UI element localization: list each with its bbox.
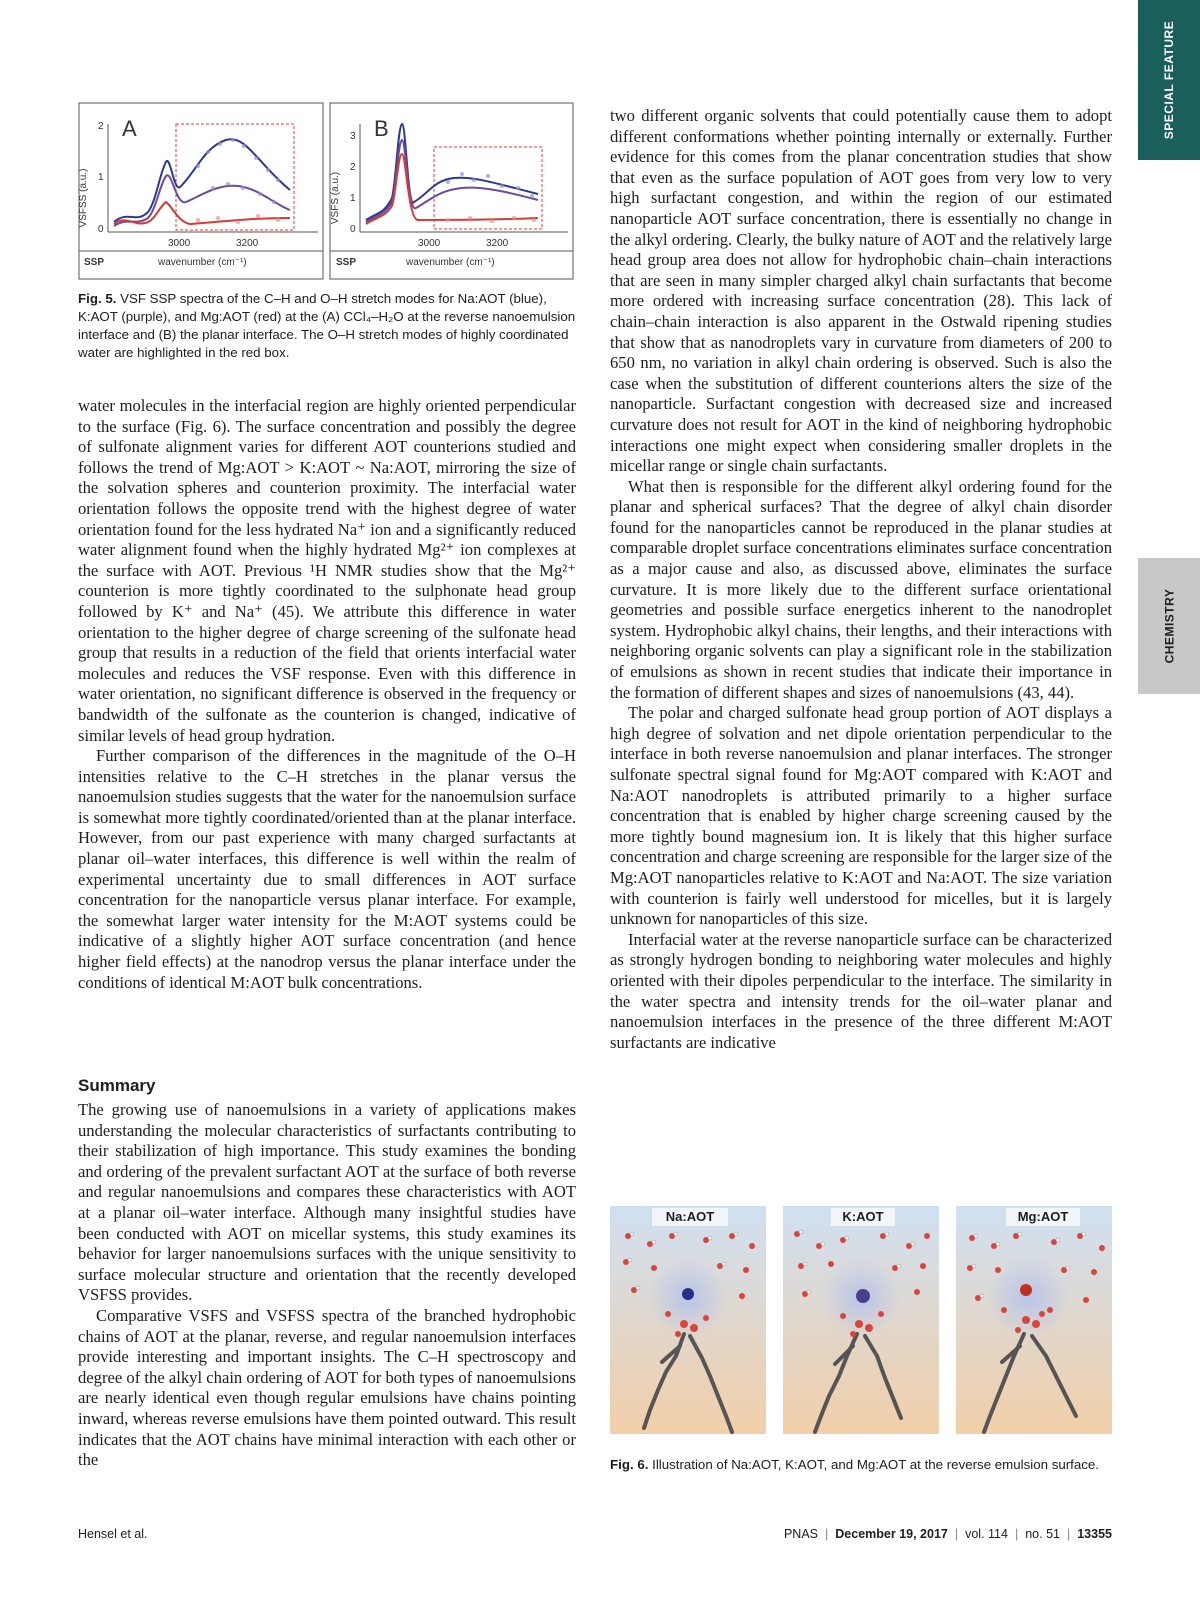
- left-column: [78, 396, 576, 993]
- na-aot-label: Na:AOT: [665, 1209, 715, 1224]
- footer-date: December 19, 2017: [835, 1527, 948, 1541]
- panel-a-ylabel: VSFSS (a.u.): [78, 168, 89, 228]
- footer-issue: no. 51: [1025, 1527, 1060, 1541]
- chemistry-tab: [1138, 558, 1200, 694]
- figure-6-caption: [610, 1456, 1112, 1474]
- footer-volume: vol. 114: [965, 1527, 1008, 1541]
- panel-a-xlabel: wavenumber (cm⁻¹): [158, 257, 247, 268]
- figure-5: [78, 102, 574, 280]
- panel-b-xlabel: wavenumber (cm⁻¹): [406, 257, 495, 268]
- panel-b-ytick-0: 0: [350, 224, 356, 235]
- mg-aot-label: Mg:AOT: [1017, 1209, 1069, 1224]
- panel-b-ytick-3: 3: [350, 131, 356, 142]
- right-paragraph-1: two different organic solvents that could potentially cause them to adopt different conformations whether pointing internally or externally. Further evidence for this comes from the planar concentration studies that show that even as the surface population of AOT goes from very low to very high surfactant congestion, and within the region of our estimated nanoparticle AOT surface concentration, there is essentially no change in the alkyl ordering. Clearly, the bulky nature of AOT and the relatively large head group area does not allow for hydrophobic chain–chain interactions that are seen in many simpler charged alkyl chain surfactants that become more ordered with increasing surface concentration (28). This lack of chain–chain interaction is also apparent in the Ostwald ripening studies that show that as nanodroplets vary in curvature from diameters of 200 to 650 nm, no variation in alkyl chain ordering is observed. Such is also the case when the substitution of different counterions alters the size of the nanoparticle. Surfactant congestion with decreased size and increased curvature does not result for AOT in the kind of neighboring hydrophobic interactions one might expect when considering smaller droplets in the micellar range or single chain surfactants.: [610, 106, 1112, 476]
- panel-a-letter: A: [122, 116, 137, 141]
- figure-6-caption-label: Fig. 6.: [610, 1457, 649, 1472]
- figure-6-caption-text: Illustration of Na:AOT, K:AOT, and Mg:AOT at the reverse emulsion surface.: [652, 1457, 1099, 1472]
- right-paragraph-4: Interfacial water at the reverse nanoparticle surface can be characterized as strongly hydrogen bonding to neighboring water molecules and highly oriented with their dipoles perpendicular to the interface. The similarity in the water spectra and intensity trends for the oil–water planar and nanoemulsion interfaces in the presence of the three different M:AOT surfactants are indicative: [610, 929, 1112, 1052]
- left-column-summary: [78, 1100, 576, 1471]
- chemistry-label: CHEMISTRY: [1162, 588, 1177, 664]
- figure-5-caption-label: Fig. 5.: [78, 291, 117, 306]
- panel-b-ytick-1: 1: [350, 193, 356, 204]
- special-feature-tab: [1138, 0, 1200, 160]
- left-paragraph-2: Further comparison of the differences in the magnitude of the O–H intensities relative to the C–H stretches in the planar versus the nanoemulsion studies suggests that the water for the nanoemulsion surface is somewhat more tightly coordinated/oriented than at the planar interface. However, from our past experience with many charged surfactants at planar oil–water interfaces, this difference is well within the realm of experimental uncertainty due to small differences in AOT surface concentration for the nanoparticle versus planar interface. For example, the somewhat larger water intensity for the M:AOT systems could be indicative of a slightly higher AOT surface concentration (and hence higher field effects) at the nanodrop versus the planar interface under the conditions of identical M:AOT bulk concentrations.: [78, 746, 576, 992]
- figure-5-spectra: [78, 102, 574, 280]
- panel-b-letter: B: [374, 116, 389, 141]
- figure-5-caption: [78, 290, 576, 362]
- k-aot-label: K:AOT: [842, 1209, 884, 1224]
- left-paragraph-3: The growing use of nanoemulsions in a variety of applications makes understanding the molecular characteristics of surfactants contributing to their stabilization of high importance. This study examines the bonding and ordering of the prevalent surfactant AOT at the surface of both reverse and regular nanoemulsions and compares these characteristics with AOT at a planar oil–water interface. Although many insightful studies have been conducted with AOT on micellar systems, this study examines its behavior for larger nanoemulsions surfaces with the unique sensitivity to surface molecular structure and orientation that the recently developed VSFSS provides.: [78, 1100, 576, 1305]
- special-feature-label: SPECIAL FEATURE: [1162, 20, 1176, 140]
- k-ion: [856, 1289, 870, 1303]
- figure-6-panel-mg: [956, 1206, 1112, 1434]
- panel-b-xtick-3200: 3200: [486, 238, 509, 249]
- k-aot-illustration: [783, 1206, 939, 1434]
- panel-a-xtick-3200: 3200: [236, 238, 259, 249]
- panel-a-polarization: SSP: [84, 257, 105, 268]
- footer-authors: Hensel et al.: [78, 1527, 148, 1541]
- footer-citation: PNAS | December 19, 2017 | vol. 114 | no. 51 | 13355: [783, 1527, 1112, 1541]
- na-aot-illustration: [610, 1206, 766, 1434]
- summary-heading: Summary: [78, 1076, 156, 1095]
- figure-6-panel-k: [783, 1206, 939, 1434]
- panel-b-ylabel: VSFS (a.u.): [330, 171, 341, 225]
- left-paragraph-4: Comparative VSFS and VSFSS spectra of the branched hydrophobic chains of AOT at the planar, reverse, and regular nanoemulsion interfaces provide interesting and important insights. The C–H spectroscopy and degree of the alkyl chain ordering of AOT for both types of nanoemulsions are nearly identical even though regular emulsions have chains pointing inward, whereas reverse emulsions have them pointed outward. This result indicates that the AOT chains have minimal interaction with each other or the: [78, 1305, 576, 1470]
- right-column: [610, 106, 1112, 1053]
- mg-ion: [1020, 1284, 1032, 1296]
- figure-5-caption-text: VSF SSP spectra of the C–H and O–H stretch modes for Na:AOT (blue), K:AOT (purple), and Mg:AOT (red) at the (A) CCl₄–H₂O at the reverse nanoemulsion interface and (B) the planar interface. The O–H stretch modes of highly coordinated water are highlighted in the red box.: [78, 291, 576, 360]
- right-paragraph-3: The polar and charged sulfonate head group portion of AOT displays a high degree of solvation and net dipole orientation perpendicular to the interface in both reverse nanoemulsion and planar interfaces. The stronger sulfonate spectral signal found for Mg:AOT compared with K:AOT and Na:AOT nanodroplets is attributed primarily to a higher surface concentration that is enabled by higher charge screening caused by the more tightly bound magnesium ion. It is likely that this higher surface concentration and charge screening are responsible for the larger size of the Mg:AOT nanoparticles relative to K:AOT and Na:AOT. The size variation with counterion is fairly well understood for micelles, but it is largely unknown for nanoparticles of this size.: [610, 703, 1112, 929]
- footer-page: 13355: [1077, 1527, 1112, 1541]
- right-paragraph-2: What then is responsible for the different alkyl ordering found for the planar and spherical surfaces? That the degree of alkyl chain disorder found for the nanoparticles cannot be reproduced in the planar studies at comparable droplet surface concentrations eliminates surface concentration as a major cause and also, as discussed above, eliminates the surface curvature. It is more likely due to the different surface orientational geometries and possible surface energetics inherent to the nanodroplet system. Hydrophobic alkyl chains, their lengths, and their interactions with neighboring organic solvents can play a significant role in the stabilization of emulsions as shown in recent studies that indicate their importance in the formation of different shapes and sizes of nanoemulsions (43, 44).: [610, 476, 1112, 702]
- footer-journal: PNAS: [783, 1527, 819, 1541]
- panel-b-ytick-2: 2: [350, 162, 356, 173]
- panel-a-xtick-3000: 3000: [168, 238, 191, 249]
- panel-a-ytick-0: 0: [98, 224, 104, 235]
- left-paragraph-1: water molecules in the interfacial region are highly oriented perpendicular to the surface (Fig. 6). The surface concentration and possibly the degree of sulfonate alignment varies for different AOT counterions studied and follows the trend of Mg:AOT > K:AOT ~ Na:AOT, mirroring the size of the solvation spheres and counterion proximity. The interfacial water orientation follows the opposite trend with the highest degree of water orientation found for the less hydrated Na⁺ ion and a significantly reduced water alignment found when the highly hydrated Mg²⁺ ion complexes at the surface with AOT. Previous ¹H NMR studies show that the Mg²⁺ counterion is more tightly coordinated to the sulphonate head group followed by K⁺ and Na⁺ (45). We attribute this difference in water orientation to the higher degree of charge screening of the sulfonate head group that results in a reduction of the field that orients interfacial water molecules and reduces the VSF response. Even with this difference in water orientation, no significant difference is observed in the frequency or bandwidth of the sulfonate as the counterion is changed, indicative of similar levels of head group hydration.: [78, 396, 576, 745]
- figure-6-panel-na: [610, 1206, 766, 1434]
- panel-b-polarization: SSP: [336, 257, 357, 268]
- panel-b-xtick-3000: 3000: [418, 238, 441, 249]
- panel-a-ytick-2: 2: [98, 121, 104, 132]
- figure-6: [610, 1206, 1112, 1434]
- panel-a-ytick-1: 1: [98, 172, 104, 183]
- na-ion: [682, 1288, 694, 1300]
- mg-aot-illustration: [956, 1206, 1112, 1434]
